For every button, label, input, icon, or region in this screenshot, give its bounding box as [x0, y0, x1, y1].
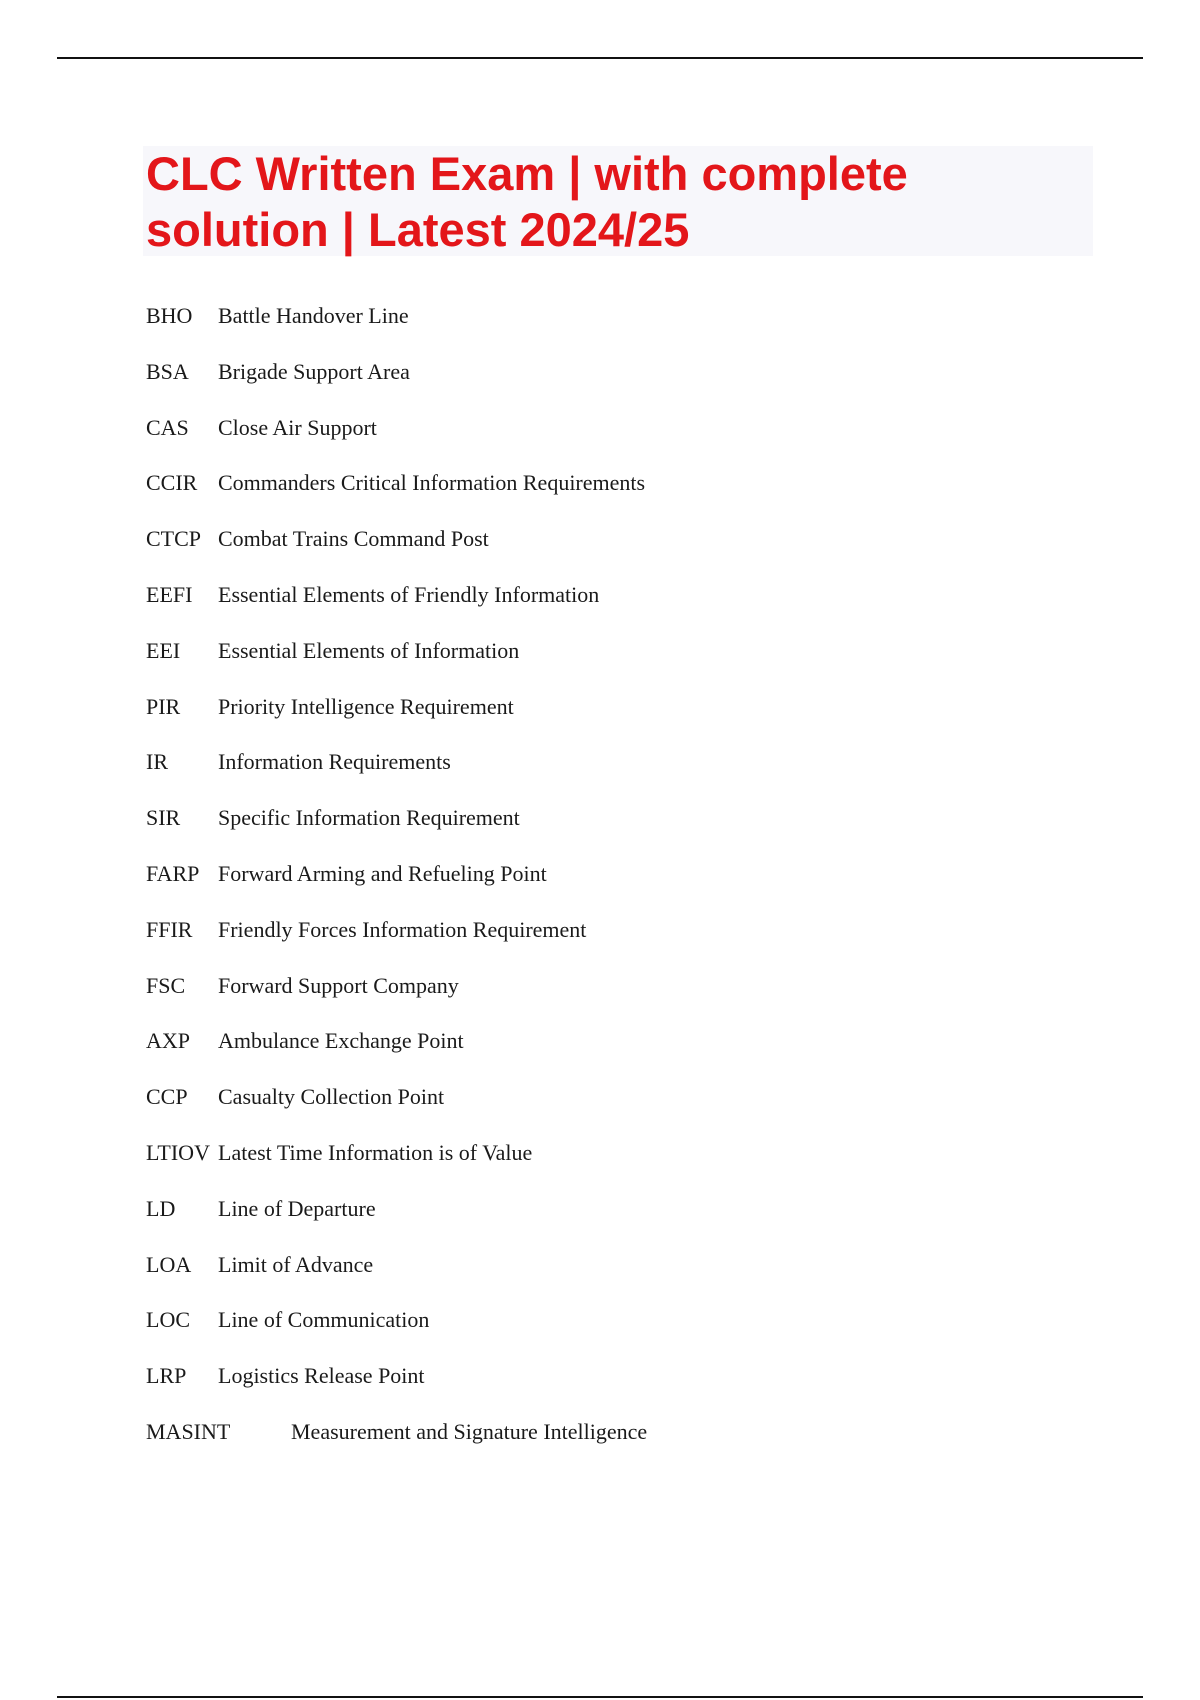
term-abbreviation: CTCP: [146, 526, 202, 552]
term-definition: Essential Elements of Friendly Information: [218, 581, 600, 607]
term-row-axp: [146, 1021, 1046, 1077]
term-abbreviation: FSC: [146, 972, 186, 998]
term-definition: Information Requirements: [218, 749, 451, 775]
term-row-bsa: [146, 352, 1046, 408]
term-abbreviation: SIR: [146, 805, 181, 831]
term-abbreviation: IR: [146, 749, 168, 775]
term-definition: Measurement and Signature Intelligence: [291, 1418, 648, 1444]
term-definition: Forward Arming and Refueling Point: [218, 860, 547, 886]
term-definition: Battle Handover Line: [218, 303, 409, 328]
term-definition: Specific Information Requirement: [218, 805, 520, 831]
term-row-farp: [146, 854, 1046, 910]
term-definition: Ambulance Exchange Point: [218, 1028, 464, 1054]
term-row-ffir: [146, 910, 1046, 966]
term-definition: Commanders Critical Information Requirements: [218, 470, 646, 496]
term-definition: Priority Intelligence Requirement: [218, 693, 514, 719]
term-definition: Line of Departure: [218, 1195, 376, 1221]
term-abbreviation: BHO: [146, 303, 193, 328]
term-row-loa: [146, 1245, 1046, 1301]
term-definition: Brigade Support Area: [218, 358, 410, 384]
term-definition: Friendly Forces Information Requirement: [218, 916, 587, 942]
term-list: [146, 296, 1046, 1468]
term-row-masint: [146, 1412, 1046, 1468]
term-row-lrp: [146, 1356, 1046, 1412]
term-abbreviation: PIR: [146, 693, 181, 719]
term-abbreviation: FARP: [146, 860, 200, 886]
term-row-fsc: [146, 966, 1046, 1022]
term-definition: Essential Elements of Information: [218, 637, 520, 663]
term-row-ccp: [146, 1077, 1046, 1133]
term-definition: Limit of Advance: [218, 1251, 374, 1277]
term-abbreviation: CCIR: [146, 470, 198, 496]
term-row-pir: [146, 687, 1046, 743]
term-row-ir: [146, 742, 1046, 798]
term-abbreviation: CCP: [146, 1084, 188, 1110]
term-abbreviation: FFIR: [146, 916, 193, 942]
term-definition: Close Air Support: [218, 414, 377, 440]
term-row-ctcp: [146, 519, 1046, 575]
term-abbreviation: MASINT: [146, 1418, 231, 1444]
bottom-rule: [57, 1696, 1143, 1698]
term-row-ltiov: [146, 1133, 1046, 1189]
term-row-bho: [146, 296, 1046, 352]
term-definition: Line of Communication: [218, 1307, 430, 1333]
term-row-eei: [146, 631, 1046, 687]
page-title: CLC Written Exam | with complete solution | Latest 2024/25: [146, 147, 908, 256]
term-definition: Casualty Collection Point: [218, 1084, 445, 1110]
term-definition: Logistics Release Point: [218, 1363, 425, 1389]
term-row-ld: [146, 1189, 1046, 1245]
term-row-eefi: [146, 575, 1046, 631]
term-abbreviation: BSA: [146, 358, 189, 384]
term-abbreviation: LOA: [146, 1251, 192, 1277]
term-abbreviation: EEFI: [146, 581, 193, 607]
term-row-sir: [146, 798, 1046, 854]
top-rule: [57, 57, 1143, 59]
term-row-cas: [146, 408, 1046, 464]
term-definition: Forward Support Company: [218, 972, 459, 998]
term-row-ccir: [146, 463, 1046, 519]
term-abbreviation: CAS: [146, 414, 189, 440]
term-abbreviation: LOC: [146, 1307, 190, 1333]
term-abbreviation: LTIOV: [146, 1139, 210, 1165]
term-row-loc: [146, 1300, 1046, 1356]
term-abbreviation: LRP: [146, 1363, 187, 1389]
term-abbreviation: LD: [146, 1195, 176, 1221]
term-abbreviation: AXP: [146, 1028, 191, 1054]
term-definition: Latest Time Information is of Value: [218, 1139, 533, 1165]
term-definition: Combat Trains Command Post: [218, 526, 489, 552]
term-abbreviation: EEI: [146, 637, 181, 663]
